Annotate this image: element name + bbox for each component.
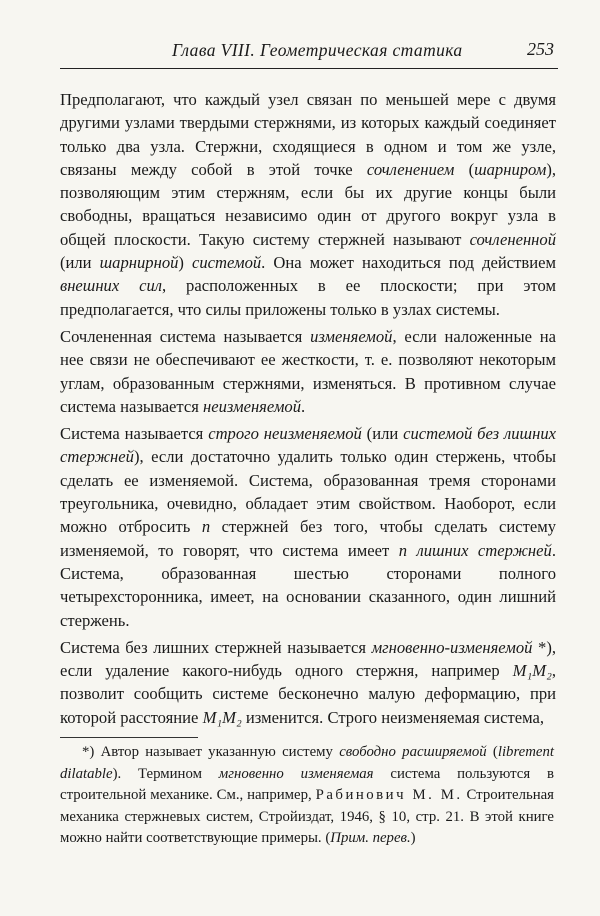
term-izmenyaemaya: изменяемой <box>310 326 393 346</box>
paragraph-3: Система называется строго неизменяемой (или системой без лишних стержней), если достаточно удалить только один стержень, чтобы сделать ее изменяемой. Система, образованная тремя сторонами треугольника, очевидно, обладает этим свойством. Наоборот, если можно отбросить n стержней без того, чтобы сделать систему изменяемой, то говорят, что система имеет n лишних стержней. Система, образованная шестью сторонами полного четырехсторонника, имеет, на основании сказанного, один лишний стержень. <box>60 424 556 630</box>
term-strogo-neizmenyaemaya: строго неизменяемой <box>208 424 362 444</box>
term-sistema: системой <box>192 253 262 273</box>
footnote <box>60 742 554 850</box>
term-sharnirnaya: шарнирной <box>99 253 179 273</box>
term-vneshnie-sily: внешних сил <box>60 276 163 296</box>
running-header <box>60 38 558 69</box>
author-name: Рабинович М. М. <box>315 787 463 804</box>
term-neizmenyaemaya: неизменяемой <box>203 396 302 416</box>
term-mgnovenno-izmenyaemaya: мгновенно-изменяемой <box>371 637 533 657</box>
symbol-n: n <box>201 517 211 537</box>
symbol-m1m2: M₁M₂ <box>512 661 552 681</box>
footnote-rule <box>60 737 198 738</box>
term-bez-lishnih: системой без лишних стержней <box>60 424 556 467</box>
paragraph-4: Система без лишних стержней называется мгновенно-изменяемой *), если удаление какого-нибудь одного стержня, например M₁M₂, позволит сообщить системе бесконечно малую деформацию, при которой расстояние M₁M₂ изменится. Строго неизменяемая система, <box>60 637 556 727</box>
paragraph-2: Сочлененная система называется изменяемой, если наложенные на нее связи не обеспечивают ее жесткости, т. е. позволяют некоторым углам, образованным стержнями, изменяться. В противном случае система называется неизменяемой. <box>60 326 556 416</box>
term-sochlenennaya: сочлененной <box>469 229 556 249</box>
term-sochlenenie: сочленением <box>366 159 455 179</box>
term-n-lishnih: n лишних стержней <box>398 540 552 560</box>
paragraph-1: Предполагают, что каждый узел связан по меньшей мере с двумя другими узлами твердыми стержнями, из которых каждый соединяет только два узла. Стержни, сходящиеся в одном и том же узле, связаны между собой в этой точке сочленением (шарниром), позволяющим этим стержням, если бы их другие концы были свободны, вращаться независимо один от другого вокруг узла в общей плоскости. Такую систему стержней называют сочлененной (или шарнирной) системой. Она может находиться под действием внешних сил, расположенных в ее плоскости; при этом предполагается, что силы приложены только в узлах системы. <box>60 90 556 319</box>
symbol-m1m2-2: M₁M₂ <box>202 707 242 727</box>
page-number: 253 <box>527 39 554 59</box>
running-title: Глава VIII. Геометрическая статика <box>172 40 463 60</box>
footnote-text: *) Автор называет указанную систему свободно расширяемой (librement dilatable). Термином мгновенно изменяемая система пользуются в строительной механике. См., например, Рабинович М. М. Строительная механика стержневых систем, Стройиздат, 1946, § 10, стр. 21. В этой книге можно найти соответствующие примеры. (Прим. перев.) <box>60 744 554 847</box>
term-sharnir: шарниром <box>474 159 547 179</box>
main-text <box>60 88 556 729</box>
